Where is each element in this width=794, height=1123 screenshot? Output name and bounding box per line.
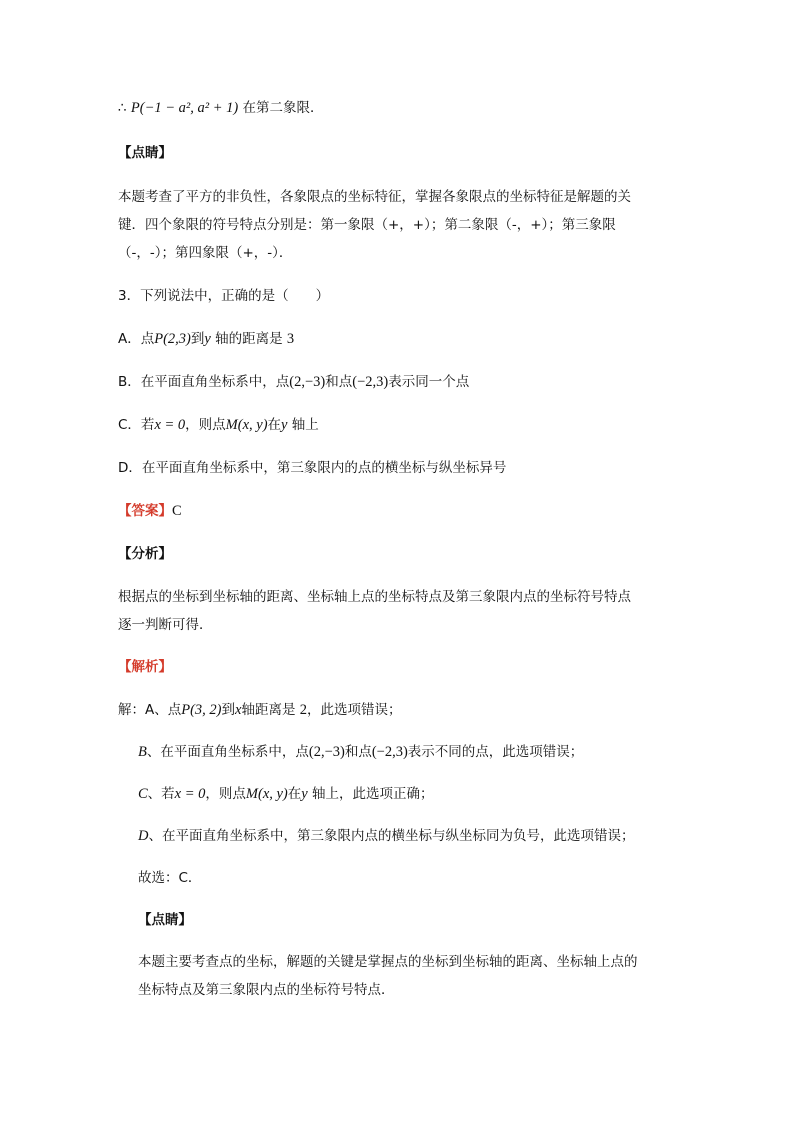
answer-value: C <box>172 503 182 519</box>
option-d: D．在平面直角坐标系中，第三象限内的点的横坐标与纵坐标异号 <box>118 460 507 476</box>
question-3-stem: 3．下列说法中，正确的是（ ） <box>118 288 330 304</box>
dianjing-paragraph-2-line-2: 坐标特点及第三象限内点的坐标符号特点． <box>138 982 395 998</box>
dianjing-heading-1: 【点睛】 <box>118 145 172 161</box>
option-a: A．点P(2,3)到y 轴的距离是 3 <box>118 331 295 347</box>
fenxi-heading: 【分析】 <box>118 546 172 562</box>
dianjing-paragraph-2-line-1: 本题主要考查点的坐标，解题的关键是掌握点的坐标到坐标轴的距离、坐标轴上点的 <box>138 954 638 970</box>
jiexi-heading: 【解析】 <box>118 659 172 675</box>
answer-line <box>118 501 182 521</box>
solution-c: C、若x = 0，则点M(x, y)在y 轴上，此选项正确； <box>138 786 434 802</box>
solution-d: D、在平面直角坐标系中，第三象限内点的横坐标与纵坐标同为负号，此选项错误； <box>138 828 635 844</box>
fenxi-line-2: 逐一判断可得． <box>118 617 213 633</box>
final-choice: 故选：C． <box>138 870 202 886</box>
option-b: B．在平面直角坐标系中，点(2,−3)和点(−2,3)表示同一个点 <box>118 374 470 390</box>
answer-label: 【答案】 <box>118 503 172 519</box>
dianjing-paragraph-1-line-1: 本题考查了平方的非负性，各象限点的坐标特征，掌握各象限点的坐标特征是解题的关 <box>118 189 631 205</box>
conclusion-line: ∴ P(−1 − a², a² + 1) 在第二象限． <box>118 100 324 116</box>
fenxi-line-1: 根据点的坐标到坐标轴的距离、坐标轴上点的坐标特点及第三象限内点的坐标符号特点 <box>118 589 631 605</box>
dianjing-paragraph-1-line-3: （-，-）；第四象限（+，-）． <box>118 245 293 261</box>
option-c: C．若x = 0，则点M(x, y)在y 轴上 <box>118 417 319 433</box>
dianjing-heading-2: 【点睛】 <box>138 912 192 928</box>
point-p-expression: P(−1 − a², a² + 1) <box>130 100 239 116</box>
dianjing-paragraph-1-line-2: 键．四个象限的符号特点分别是：第一象限（+，+）；第二象限（-，+）；第三象限 <box>118 217 616 233</box>
solution-a: 解：A、点P(3, 2)到x轴距离是 2，此选项错误； <box>118 702 402 718</box>
solution-b: B、在平面直角坐标系中，点(2,−3)和点(−2,3)表示不同的点，此选项错误； <box>138 744 584 760</box>
